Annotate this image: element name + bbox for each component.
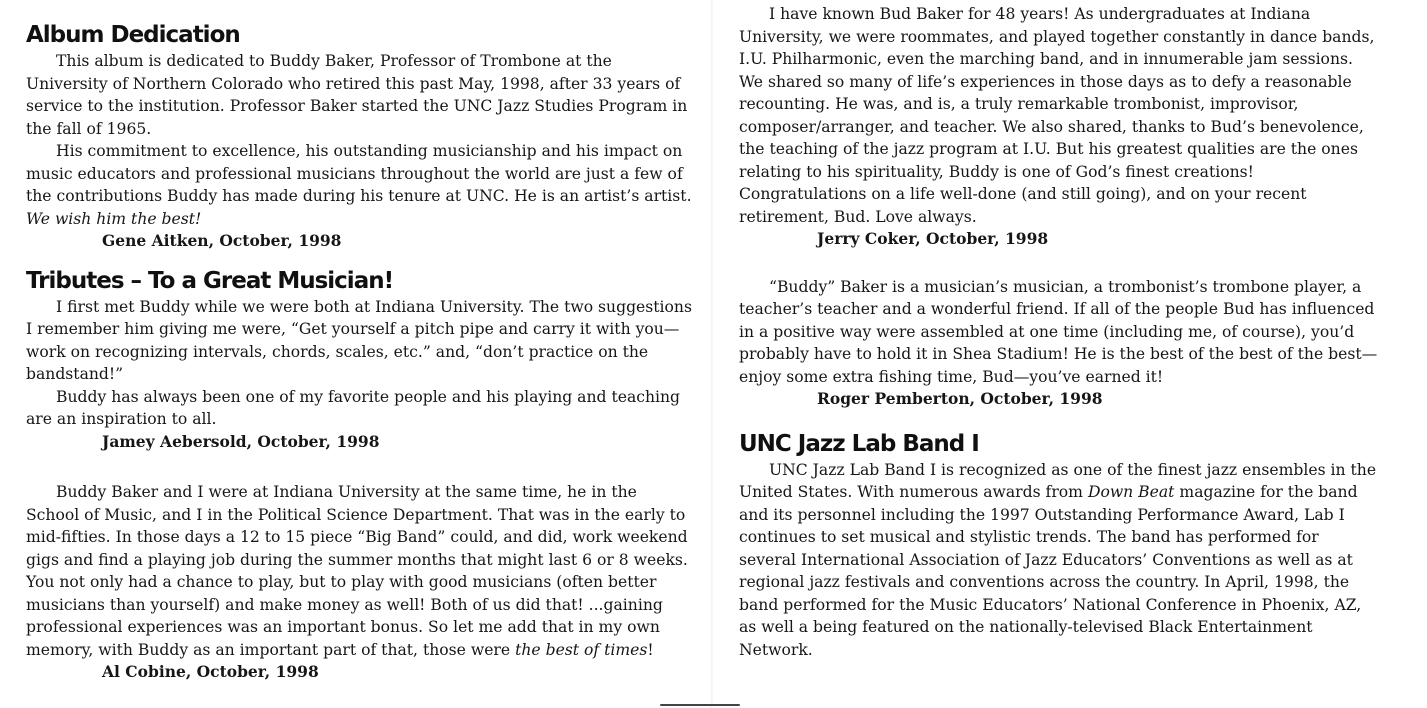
cobine-paragraph-end: ! — [647, 640, 654, 659]
dedication-heading: Album Dedication — [26, 22, 240, 48]
signature-cobine: Al Cobine, October, 1998 — [102, 662, 319, 681]
dedication-wish: We wish him the best! — [26, 209, 202, 228]
dedication-paragraph-2 — [26, 140, 694, 230]
coker-paragraph: I have known Bud Baker for 48 years! As undergraduates at Indiana University, we were roommates, and played together constantly in dance bands, I.U. Philharmonic, even the marching band, and in innumerable jam sessions. We shared so many of life’s experiences in those days as to defy a reasonable recounting. He was, and is, a truly remarkable trombonist, improvisor, composer/arranger, and teacher. We also shared, thanks to Bud’s benevolence, the teaching of the jazz program at I.U. But his greatest qualities are the ones relating to his spirituality, Buddy is one of God’s finest creations! Congratulations on a life well-done (and still going), and on your recent retirement, Bud. Love always. — [739, 5, 1375, 226]
pemberton-paragraph: “Buddy” Baker is a musician’s musician, a trombonist’s trombone player, a teacher’s teacher and a wonderful friend. If all of the people Bud has influenced in a positive way were assembled at one time (including me, of course), you’d probably have to hold it in Shea Stadium! He is the best of the best of the best—enjoy some extra fishing time, Bud—you’ve earned it! — [739, 277, 1378, 386]
right-page — [712, 0, 1427, 708]
aebersold-paragraph-1: I first met Buddy while we were both at Indiana University. The two suggestions I remember him giving me were, “Get yourself a pitch pipe and carry it with you—work on recognizing intervals, chords, scales, etc.” and, “don’t practice on the bandstand!” — [26, 297, 692, 383]
cobine-paragraph-text: Buddy Baker and I were at Indiana University at the same time, he in the School of Music, and I in the Political Science Department. That was in the early to mid-fifties. In those days a 12 to 15 piece “Big Band” could, and did, work weekend gigs and find a playing job during the summer months that might last 6 or 8 weeks. You not only had a chance to play, but to play with good musicians (often better musicians than yourself) and make money as well! Both of us did that! ...gaining professional experiences was an important bonus. So let me add that in my own memory, with Buddy as an important part of that, those were — [26, 483, 688, 659]
jazz-lab-paragraph — [739, 459, 1379, 662]
bottom-edge-mark — [660, 704, 740, 706]
dedication-paragraph-1: This album is dedicated to Buddy Baker, Professor of Trombone at the University of Northern Colorado who retired this past May, 1998, after 33 years of service to the institution. Professor Baker started the UNC Jazz Studies Program in the fall of 1965. — [26, 52, 688, 138]
cobine-paragraph — [26, 481, 694, 661]
down-beat-title: Down Beat — [1087, 483, 1175, 501]
signature-aebersold: Jamey Aebersold, October, 1998 — [102, 431, 380, 451]
tributes-heading: Tributes – To a Great Musician! — [26, 267, 394, 294]
left-page — [0, 0, 712, 708]
signature-coker: Jerry Coker, October, 1998 — [817, 229, 1049, 248]
aebersold-paragraph-2: Buddy has always been one of my favorite people and his playing and teaching are an inspiration to all. — [26, 387, 681, 428]
jazz-lab-paragraph-start: UNC Jazz Lab Band I is recognized as one of the finest jazz ensembles in the United States. With numerous awards from — [739, 460, 1377, 501]
cobine-best-of-times: the best of times — [515, 640, 648, 659]
signature-pemberton: Roger Pemberton, October, 1998 — [817, 389, 1103, 408]
dedication-paragraph-2-text: His commitment to excellence, his outstanding musicianship and his impact on music educators and professional musicians throughout the world are just a few of the contributions Buddy has made during his tenure at UNC. He is an artist’s artist. — [26, 142, 692, 205]
signature-aitken: Gene Aitken, October, 1998 — [102, 231, 342, 250]
jazz-lab-paragraph-end: magazine for the band and its personnel including the 1997 Outstanding Performance Award, Lab I continues to set musical and stylistic trends. The band has performed for several International Association of Jazz Educators’ Conventions as well as at regional jazz festivals and conventions across the country. In April, 1998, the band performed for the Music Educators’ National Conference in Phoenix, AZ, as well a being featured on the nationally-televised Black Entertainment Network. — [739, 483, 1362, 659]
jazz-lab-heading: UNC Jazz Lab Band I — [739, 430, 979, 457]
